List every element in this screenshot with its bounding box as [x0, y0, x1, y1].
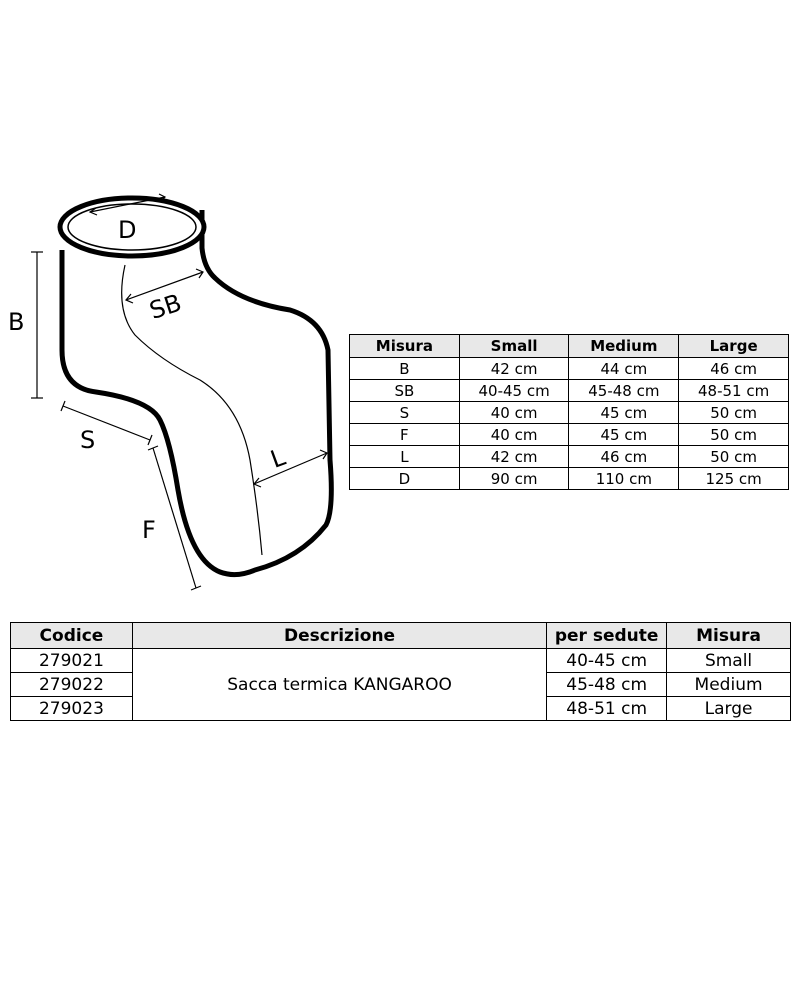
cell: 45 cm — [569, 424, 679, 446]
cell: 46 cm — [679, 358, 789, 380]
cell: 46 cm — [569, 446, 679, 468]
cell: 90 cm — [459, 468, 569, 490]
product-code: 279021 — [11, 649, 133, 673]
cell: D — [350, 468, 460, 490]
header-small: Small — [459, 335, 569, 358]
seat-size: 48-51 cm — [547, 697, 667, 721]
product-table — [10, 622, 791, 721]
cell: 110 cm — [569, 468, 679, 490]
cell: 45-48 cm — [569, 380, 679, 402]
table-row — [350, 446, 789, 468]
label-f: F — [142, 516, 156, 544]
header-per-sedute: per sedute — [547, 623, 667, 649]
size-name: Large — [667, 697, 791, 721]
product-table-header — [11, 623, 791, 649]
cell: SB — [350, 380, 460, 402]
cell: 40-45 cm — [459, 380, 569, 402]
seat-size: 45-48 cm — [547, 673, 667, 697]
header-misura: Misura — [350, 335, 460, 358]
table-row — [350, 468, 789, 490]
seat-size: 40-45 cm — [547, 649, 667, 673]
cell: 48-51 cm — [679, 380, 789, 402]
product-diagram — [0, 170, 360, 600]
cell: 40 cm — [459, 402, 569, 424]
header-medium: Medium — [569, 335, 679, 358]
cell: 50 cm — [679, 446, 789, 468]
cell: 42 cm — [459, 358, 569, 380]
cell: F — [350, 424, 460, 446]
label-sb: SB — [146, 288, 185, 325]
table-row — [350, 380, 789, 402]
product-code: 279022 — [11, 673, 133, 697]
table-row — [350, 424, 789, 446]
label-d: D — [118, 216, 137, 244]
size-table — [349, 334, 789, 490]
header-codice: Codice — [11, 623, 133, 649]
label-s: S — [80, 426, 96, 454]
header-descrizione: Descrizione — [132, 623, 546, 649]
product-code: 279023 — [11, 697, 133, 721]
size-name: Medium — [667, 673, 791, 697]
cell: 42 cm — [459, 446, 569, 468]
cell: 44 cm — [569, 358, 679, 380]
cell: S — [350, 402, 460, 424]
bag-outline — [62, 210, 331, 575]
cell: L — [350, 446, 460, 468]
size-name: Small — [667, 649, 791, 673]
header-large: Large — [679, 335, 789, 358]
seam-line — [122, 265, 262, 555]
table-row — [350, 402, 789, 424]
cell: 125 cm — [679, 468, 789, 490]
cell: 50 cm — [679, 402, 789, 424]
size-table-header — [350, 335, 789, 358]
label-b: B — [8, 308, 25, 336]
cell: B — [350, 358, 460, 380]
cell: 40 cm — [459, 424, 569, 446]
label-l: L — [266, 442, 289, 474]
product-description: Sacca termica KANGAROO — [132, 649, 546, 721]
table-row — [11, 649, 791, 673]
table-row — [350, 358, 789, 380]
cell: 45 cm — [569, 402, 679, 424]
cell: 50 cm — [679, 424, 789, 446]
header-misura: Misura — [667, 623, 791, 649]
